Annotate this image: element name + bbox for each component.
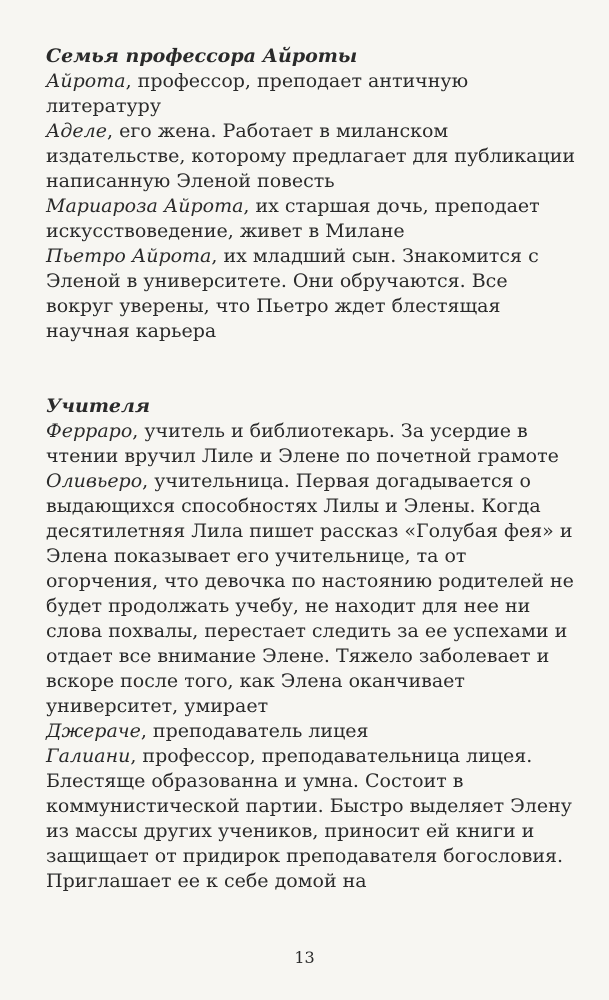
character-entry — [46, 244, 576, 344]
character-entry — [46, 194, 576, 244]
character-entry — [46, 719, 576, 744]
character-entry — [46, 419, 576, 469]
section-airota-family — [46, 44, 576, 344]
character-entry — [46, 744, 576, 894]
character-name: Оливьеро — [46, 470, 143, 492]
character-description: , преподаватель лицея — [140, 720, 369, 742]
section-heading: Учителя — [46, 395, 151, 417]
character-description: , их младший сын. Знакомится с Эленой в университете. Они обручаются. Все вокруг уверены, что Пьетро ждет блестящая научная карьера — [46, 245, 539, 342]
section-heading: Семья профессора Айроты — [46, 45, 358, 67]
character-name: Аделе — [46, 120, 108, 142]
character-description: , их старшая дочь, преподает искусствоведение, живет в Милане — [46, 195, 540, 242]
page-number: 13 — [294, 948, 315, 967]
character-name: Мариароза Айрота — [46, 195, 244, 217]
character-description: , его жена. Работает в миланском издательстве, которому предлагает для публикации написанную Эленой повесть — [46, 120, 576, 192]
page-content — [46, 44, 576, 894]
character-description: , профессор, преподавательница лицея. Блестяще образованна и умна. Состоит в коммунистической партии. Быстро выделяет Элену из массы других учеников, приносит ей книги и защищает от придирок преподавателя богословия. Приглашает ее к себе домой на — [46, 745, 572, 892]
character-name: Ферраро — [46, 420, 133, 442]
character-entry — [46, 119, 576, 194]
section-teachers — [46, 394, 576, 894]
character-description: , учитель и библиотекарь. За усердие в чтении вручил Лиле и Элене по почетной грамоте — [46, 420, 559, 467]
character-name: Айрота — [46, 70, 126, 92]
character-entry — [46, 469, 576, 719]
character-description: , профессор, преподает античную литературу — [46, 70, 469, 117]
character-description: , учительница. Первая догадывается о выдающихся способностях Лилы и Элены. Когда десятилетняя Лила пишет рассказ «Голубая фея» и Элена показывает его учительнице, та от огорчения, что девочка по настоянию родителей не будет продолжать учебу, не находит для нее ни слова похвалы, перестает следить за ее успехами и отдает все внимание Элене. Тяжело заболевает и вскоре после того, как Элена оканчивает университет, умирает — [46, 470, 574, 717]
character-entry — [46, 69, 576, 119]
character-name: Галиани — [46, 745, 131, 767]
character-name: Пьетро Айрота — [46, 245, 212, 267]
character-name: Джераче — [46, 720, 141, 742]
